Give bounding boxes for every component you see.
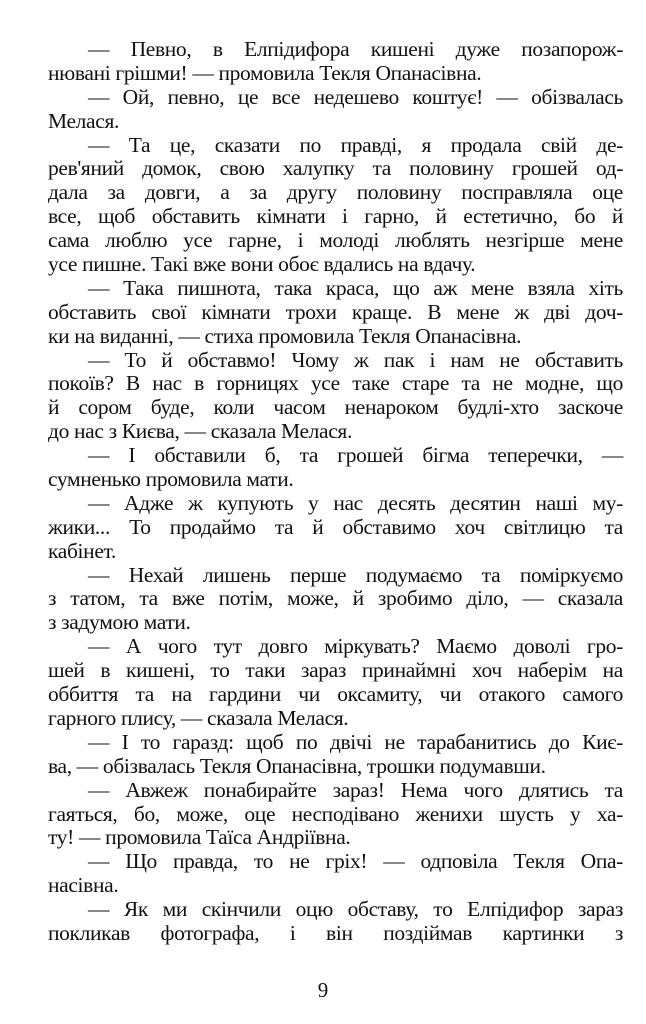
text-line: сумненько промовила мати. [48,467,294,492]
text-line: все, щоб обставить кімнати і гарно, й естетично, бо й [48,204,623,229]
text-line: покликав фотографа, і він поздіймав картинки з [48,920,623,945]
text-line: — Така пишнота, така краса, що аж мене взяла хіть [88,275,623,300]
text-line: — Адже ж купують у нас десять десятин наші му- [88,490,623,515]
text-line: — Певно, в Елпідифора кишені дуже позапорож- [88,37,623,61]
text-line: з задумою мати. [48,610,191,635]
text-line: — Авжеж понабирайте зараз! Нема чого длятись та [88,777,623,802]
text-line: гаяться, бо, може, оце несподівано женихи шусть у ха- [48,801,623,826]
text-line: покоїв? В нас в горницях усе таке старе та не модне, що [48,371,623,396]
text-line: до нас з Києва, — сказала Мелася. [48,419,352,444]
text-line: обставить свої кімнати трохи краще. В мене ж дві доч- [48,299,623,324]
text-line: гарного плису, — сказала Мелася. [48,705,349,730]
text-line: з татом, та вже потім, може, й зробимо діло, — сказала [48,586,623,611]
text-line: усе пишне. Такі вже вони обоє вдались на вдачу. [48,252,476,277]
text-line: ва, — обізвалась Текля Опанасівна, трошки подумавши. [48,753,546,778]
text-line: ту! — промовила Таїса Андріївна. [48,825,351,850]
text-line: ки на виданні, — стиха промовила Текля Опанасівна. [48,323,522,348]
text-line: дала за довги, а за другу половину посправляла оце [48,180,623,205]
page-number: 9 [317,978,329,1002]
text-line: сама люблю усе гарне, і молоді люблять незгірше мене [48,228,623,253]
text-line: шей в кишені, то таки зараз принаймні хоч наберім на [48,658,623,683]
text-line: — І то гаразд: щоб по двічі не тарабанитись до Киє- [88,729,623,754]
text-line: — А чого тут довго міркувать? Маємо доволі гро- [88,634,623,659]
text-line: кабінет. [48,538,116,563]
text-line: насівна. [48,873,119,898]
text-line: й сором буде, коли часом ненароком будлі-хто заскоче [48,395,623,420]
text-line: — Нехай лишень перше подумаємо та поміркуємо [88,562,623,587]
text-line: рев'яний домок, свою халупку та половину грошей од- [48,156,623,181]
text-line: — Та це, сказати по правді, я продала свій де- [88,132,623,157]
text-line: жики... То продаймо та й обставимо хоч світлицю та [48,514,623,539]
text-line: Мелася. [48,108,120,133]
text-line: — Як ми скінчили оцю обставу, то Елпідифор зараз [88,897,623,922]
text-line: — І обставили б, та грошей бігма теперечки, — [88,443,623,468]
text-line: — Що правда, то не гріх! — одповіла Текля Опа- [88,849,623,874]
text-line: нювані грішми! — промовила Текля Опанасівна. [48,60,482,85]
page-body [48,38,623,946]
text-line: оббиття та на гардини чи оксамиту, чи отакого самого [48,682,623,707]
text-line: — Ой, певно, це все недешево коштує! — обізвалась [88,84,623,109]
text-line: — То й обставмо! Чому ж пак і нам не обставить [88,347,623,372]
